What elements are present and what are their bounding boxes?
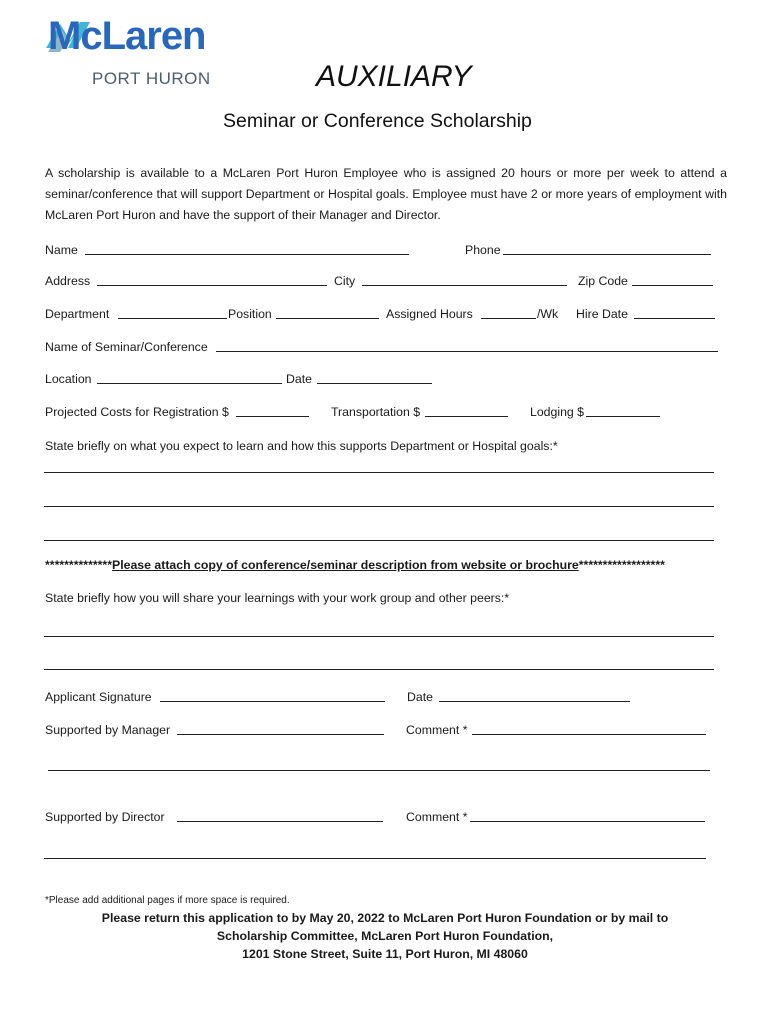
page-subtitle: Seminar or Conference Scholarship xyxy=(223,110,532,132)
assigned-hours-field[interactable] xyxy=(481,307,536,319)
location-field[interactable] xyxy=(97,372,282,384)
zip-field[interactable] xyxy=(632,274,713,286)
learn-answer-line-2[interactable] xyxy=(44,506,714,507)
intro-paragraph: A scholarship is available to a McLaren Port Huron Employee who is assigned 20 hours or more per week to attend a seminar/conference that will support Department or Hospital goals. Employee must have 2 or more years of employment with McLaren Port Huron and have the support of their Manager and Director. xyxy=(45,166,727,222)
date-field[interactable] xyxy=(317,372,432,384)
phone-field[interactable] xyxy=(503,243,711,255)
seminar-name-label: Name of Seminar/Conference xyxy=(45,340,208,354)
department-field[interactable] xyxy=(118,307,227,319)
lodging-field[interactable] xyxy=(586,405,660,417)
logo-location: PORT HURON xyxy=(92,69,211,88)
seminar-name-field[interactable] xyxy=(216,340,718,352)
lodging-label: Lodging $ xyxy=(530,405,585,419)
manager-comment-field[interactable] xyxy=(472,723,706,735)
manager-field[interactable] xyxy=(177,723,384,735)
signature-date-label: Date xyxy=(407,690,433,704)
hire-date-label: Hire Date xyxy=(576,307,628,321)
location-label: Location xyxy=(45,372,92,386)
signature-date-field[interactable] xyxy=(439,690,630,702)
footer-line-1: Please return this application to by May 20, 2022 to McLaren Port Huron Foundation or by mail to xyxy=(101,911,669,925)
city-field[interactable] xyxy=(362,274,567,286)
date-label: Date xyxy=(286,372,312,386)
transportation-field[interactable] xyxy=(425,405,508,417)
additional-pages-note: *Please add additional pages if more space is required. xyxy=(45,895,290,906)
position-label: Position xyxy=(228,307,272,321)
director-comment-label: Comment * xyxy=(406,810,468,824)
registration-cost-field[interactable] xyxy=(236,405,309,417)
applicant-signature-label: Applicant Signature xyxy=(45,690,152,704)
attach-notice xyxy=(45,558,665,573)
learn-answer-line-1[interactable] xyxy=(44,472,714,473)
applicant-signature-field[interactable] xyxy=(160,690,385,702)
registration-cost-label: Projected Costs for Registration $ xyxy=(45,405,229,419)
assigned-hours-label: Assigned Hours xyxy=(386,307,473,321)
attach-stars-left: ************** xyxy=(45,558,112,572)
footer-line-2: Scholarship Committee, McLaren Port Huron Foundation, xyxy=(216,929,554,943)
director-comment-field[interactable] xyxy=(470,810,705,822)
footer-line-3: 1201 Stone Street, Suite 11, Port Huron, MI 48060 xyxy=(242,947,528,961)
name-label: Name xyxy=(45,243,78,257)
director-label: Supported by Director xyxy=(45,810,165,824)
transportation-label: Transportation $ xyxy=(331,405,421,419)
learn-question: State briefly on what you expect to learn and how this supports Department or Hospital goals:* xyxy=(45,439,558,453)
name-field[interactable] xyxy=(85,243,409,255)
logo-brand-name: McLaren xyxy=(48,14,206,58)
share-answer-line-1[interactable] xyxy=(44,636,714,637)
hire-date-field[interactable] xyxy=(634,307,715,319)
phone-label: Phone xyxy=(465,243,501,257)
manager-label: Supported by Manager xyxy=(45,723,171,737)
manager-comment-label: Comment * xyxy=(406,723,468,737)
city-label: City xyxy=(334,274,356,288)
director-field[interactable] xyxy=(177,810,383,822)
page-title: AUXILIARY xyxy=(316,60,472,93)
department-label: Department xyxy=(45,307,110,321)
share-question: State briefly how you will share your learnings with your work group and other peers:* xyxy=(45,591,510,605)
attach-stars-right: ****************** xyxy=(578,558,665,572)
director-comment-line[interactable] xyxy=(44,858,706,859)
zip-label: Zip Code xyxy=(578,274,628,288)
address-field[interactable] xyxy=(97,274,327,286)
share-answer-line-2[interactable] xyxy=(44,669,714,670)
address-label: Address xyxy=(45,274,91,288)
per-week-label: /Wk xyxy=(537,307,559,321)
learn-answer-line-3[interactable] xyxy=(44,540,714,541)
manager-comment-line[interactable] xyxy=(48,770,710,771)
position-field[interactable] xyxy=(276,307,379,319)
attach-notice-text: Please attach copy of conference/seminar description from website or brochure xyxy=(112,558,579,572)
